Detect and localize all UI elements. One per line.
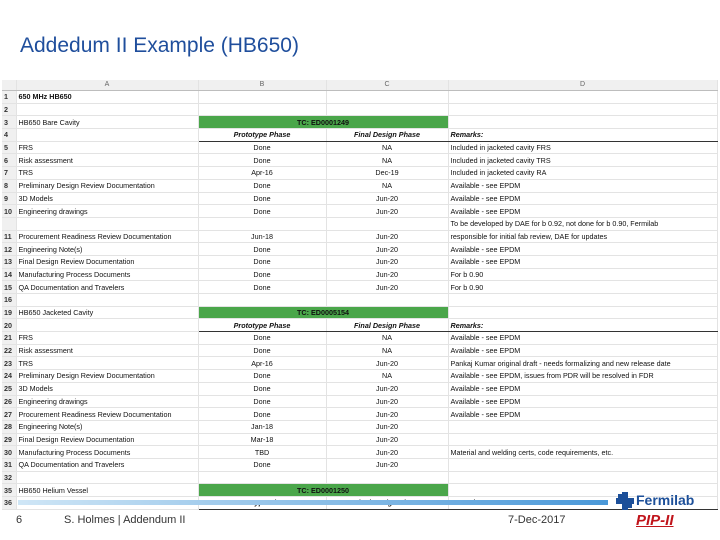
- table-row: [2, 471, 717, 484]
- table-row: [2, 408, 717, 421]
- cell-prototype[interactable]: Apr-16: [198, 357, 326, 370]
- footer-author: S. Holmes | Addendum II: [64, 514, 186, 526]
- cell-final[interactable]: Final Design Phase: [326, 319, 448, 332]
- cell-final[interactable]: [326, 471, 448, 484]
- cell-prototype[interactable]: Done: [198, 281, 326, 294]
- table-row: [2, 167, 717, 180]
- row-number[interactable]: 22: [2, 344, 16, 357]
- cell-remarks[interactable]: Available - see EPDM: [448, 382, 717, 395]
- cell-item[interactable]: QA Documentation and Travelers: [16, 281, 198, 294]
- cell-prototype[interactable]: TC: ED0001250: [198, 484, 448, 497]
- cell-item[interactable]: Engineering Note(s): [16, 420, 198, 433]
- cell-remarks[interactable]: [448, 116, 717, 129]
- table-row: [2, 129, 717, 142]
- table-row: [2, 357, 717, 370]
- cell-prototype[interactable]: Done: [198, 344, 326, 357]
- cell-prototype[interactable]: Done: [198, 395, 326, 408]
- cell-remarks[interactable]: Remarks:: [448, 319, 717, 332]
- cell-remarks[interactable]: [448, 420, 717, 433]
- cell-remarks[interactable]: Available - see EPDM: [448, 408, 717, 421]
- cell-remarks[interactable]: [448, 433, 717, 446]
- table-row: [2, 179, 717, 192]
- cell-prototype[interactable]: Done: [198, 458, 326, 471]
- cell-remarks[interactable]: Available - see EPDM: [448, 395, 717, 408]
- cell-item[interactable]: [16, 103, 198, 116]
- cell-final[interactable]: Jun-20: [326, 243, 448, 256]
- column-header-d[interactable]: D: [448, 80, 717, 91]
- row-number[interactable]: 7: [2, 167, 16, 180]
- table-row: [2, 319, 717, 332]
- row-number[interactable]: 13: [2, 255, 16, 268]
- cell-remarks[interactable]: Available - see EPDM: [448, 344, 717, 357]
- cell-final[interactable]: Jun-20: [326, 382, 448, 395]
- row-number[interactable]: 15: [2, 281, 16, 294]
- cell-item[interactable]: Risk assessment: [16, 154, 198, 167]
- row-number[interactable]: 31: [2, 458, 16, 471]
- table-row: [2, 344, 717, 357]
- cell-final[interactable]: NA: [326, 370, 448, 383]
- fermilab-logo: [616, 490, 716, 512]
- cell-remarks[interactable]: responsible for initial fab review, DAE for updates: [448, 230, 717, 243]
- row-number[interactable]: 30: [2, 446, 16, 459]
- row-number[interactable]: 1: [2, 91, 16, 104]
- table-row: [2, 116, 717, 129]
- cell-item[interactable]: Manufacturing Process Documents: [16, 446, 198, 459]
- cell-final[interactable]: NA: [326, 179, 448, 192]
- row-number[interactable]: 14: [2, 268, 16, 281]
- table-row: [2, 205, 717, 218]
- cell-prototype[interactable]: Done: [198, 408, 326, 421]
- cell-final[interactable]: [326, 103, 448, 116]
- row-number[interactable]: 32: [2, 471, 16, 484]
- cell-item[interactable]: Engineering drawings: [16, 205, 198, 218]
- table-row: [2, 268, 717, 281]
- cell-prototype[interactable]: TC: ED0001249: [198, 116, 448, 129]
- cell-final[interactable]: Jun-20: [326, 408, 448, 421]
- cell-prototype[interactable]: Done: [198, 268, 326, 281]
- table-row: [2, 458, 717, 471]
- cell-item[interactable]: Preliminary Design Review Documentation: [16, 179, 198, 192]
- cell-prototype[interactable]: [198, 294, 326, 307]
- cell-remarks[interactable]: [448, 471, 717, 484]
- row-number[interactable]: 16: [2, 294, 16, 307]
- cell-final[interactable]: [326, 91, 448, 104]
- table-row: [2, 217, 717, 230]
- cell-final[interactable]: [326, 217, 448, 230]
- cell-remarks[interactable]: For b 0.90: [448, 268, 717, 281]
- cell-prototype[interactable]: [198, 217, 326, 230]
- cell-remarks[interactable]: [448, 103, 717, 116]
- page-number: 6: [16, 514, 23, 526]
- cell-final[interactable]: Jun-20: [326, 433, 448, 446]
- row-number[interactable]: 4: [2, 129, 16, 142]
- row-number[interactable]: [2, 217, 16, 230]
- cell-item[interactable]: [16, 217, 198, 230]
- row-number[interactable]: 12: [2, 243, 16, 256]
- cell-item[interactable]: [16, 294, 198, 307]
- cell-remarks[interactable]: [448, 294, 717, 307]
- cell-prototype[interactable]: Done: [198, 205, 326, 218]
- cell-prototype[interactable]: Jun-18: [198, 230, 326, 243]
- table-row: [2, 370, 717, 383]
- row-number[interactable]: 8: [2, 179, 16, 192]
- fermilab-logo-icon: [616, 492, 634, 510]
- cell-remarks[interactable]: [448, 458, 717, 471]
- table-row: [2, 103, 717, 116]
- cell-prototype[interactable]: Done: [198, 192, 326, 205]
- row-number[interactable]: 20: [2, 319, 16, 332]
- cell-item[interactable]: Engineering drawings: [16, 395, 198, 408]
- cell-prototype[interactable]: Done: [198, 370, 326, 383]
- cell-final[interactable]: [326, 294, 448, 307]
- spreadsheet-body: [2, 91, 717, 510]
- row-number[interactable]: 24: [2, 370, 16, 383]
- row-number[interactable]: 5: [2, 141, 16, 154]
- row-number[interactable]: 26: [2, 395, 16, 408]
- cell-final[interactable]: Jun-20: [326, 268, 448, 281]
- cell-remarks[interactable]: Available - see EPDM: [448, 332, 717, 345]
- cell-item[interactable]: Final Design Review Documentation: [16, 433, 198, 446]
- cell-item[interactable]: Procurement Readiness Review Documentation: [16, 230, 198, 243]
- cell-item[interactable]: HB650 Helium Vessel: [16, 484, 198, 497]
- row-number[interactable]: 11: [2, 230, 16, 243]
- cell-prototype[interactable]: [198, 471, 326, 484]
- cell-item[interactable]: Final Design Review Documentation: [16, 255, 198, 268]
- cell-final[interactable]: Dec-19: [326, 167, 448, 180]
- table-row: [2, 192, 717, 205]
- column-header-row: [2, 80, 717, 91]
- cell-final[interactable]: Jun-20: [326, 192, 448, 205]
- table-row: [2, 446, 717, 459]
- cell-item[interactable]: TRS: [16, 357, 198, 370]
- cell-item[interactable]: [16, 129, 198, 142]
- row-number[interactable]: 35: [2, 484, 16, 497]
- cell-prototype[interactable]: Done: [198, 332, 326, 345]
- cell-prototype[interactable]: TBD: [198, 446, 326, 459]
- table-row: [2, 484, 717, 497]
- row-number[interactable]: 21: [2, 332, 16, 345]
- cell-final[interactable]: Jun-20: [326, 395, 448, 408]
- cell-remarks[interactable]: Included in jacketed cavity RA: [448, 167, 717, 180]
- row-number[interactable]: 25: [2, 382, 16, 395]
- row-number[interactable]: 19: [2, 306, 16, 319]
- row-number[interactable]: 28: [2, 420, 16, 433]
- table-row: [2, 306, 717, 319]
- cell-item[interactable]: [16, 471, 198, 484]
- cell-prototype[interactable]: Done: [198, 382, 326, 395]
- row-number[interactable]: 36: [2, 497, 16, 510]
- table-row: [2, 141, 717, 154]
- cell-final[interactable]: Final Design Phase: [326, 129, 448, 142]
- table-row: [2, 91, 717, 104]
- column-header-c[interactable]: C: [326, 80, 448, 91]
- table-row: [2, 255, 717, 268]
- cell-item[interactable]: 3D Models: [16, 192, 198, 205]
- table-row: [2, 332, 717, 345]
- cell-remarks[interactable]: [448, 91, 717, 104]
- cell-item[interactable]: HB650 Bare Cavity: [16, 116, 198, 129]
- cell-item[interactable]: TRS: [16, 167, 198, 180]
- table-row: [2, 433, 717, 446]
- cell-final[interactable]: NA: [326, 332, 448, 345]
- table-row: [2, 243, 717, 256]
- cell-remarks[interactable]: Available - see EPDM: [448, 192, 717, 205]
- cell-remarks[interactable]: Available - see EPDM: [448, 179, 717, 192]
- row-number[interactable]: 29: [2, 433, 16, 446]
- fermilab-logo-text: Fermilab: [636, 492, 695, 508]
- cell-item[interactable]: [16, 319, 198, 332]
- cell-final[interactable]: Jun-20: [326, 281, 448, 294]
- cell-remarks[interactable]: Pankaj Kumar original draft - needs formalizing and new release date: [448, 357, 717, 370]
- pip-ii-logo: PIP-II: [636, 512, 674, 529]
- row-number[interactable]: 9: [2, 192, 16, 205]
- cell-remarks[interactable]: Available - see EPDM: [448, 255, 717, 268]
- footer-date: 7-Dec-2017: [508, 514, 566, 526]
- cell-final[interactable]: Jun-20: [326, 205, 448, 218]
- cell-item[interactable]: HB650 Jacketed Cavity: [16, 306, 198, 319]
- cell-prototype[interactable]: Done: [198, 243, 326, 256]
- cell-prototype[interactable]: Done: [198, 154, 326, 167]
- cell-prototype[interactable]: [198, 103, 326, 116]
- row-number[interactable]: 6: [2, 154, 16, 167]
- cell-remarks[interactable]: Available - see EPDM, issues from PDR will be resolved in FDR: [448, 370, 717, 383]
- table-row: [2, 281, 717, 294]
- cell-item[interactable]: Manufacturing Process Documents: [16, 268, 198, 281]
- cell-remarks[interactable]: Material and welding certs, code requirements, etc.: [448, 446, 717, 459]
- corner-cell[interactable]: [2, 80, 16, 91]
- row-number[interactable]: 3: [2, 116, 16, 129]
- cell-remarks[interactable]: Included in jacketed cavity TRS: [448, 154, 717, 167]
- cell-final[interactable]: Jun-20: [326, 420, 448, 433]
- cell-final[interactable]: NA: [326, 141, 448, 154]
- cell-remarks[interactable]: Available - see EPDM: [448, 205, 717, 218]
- cell-final[interactable]: Jun-20: [326, 357, 448, 370]
- cell-remarks[interactable]: [448, 306, 717, 319]
- cell-prototype[interactable]: Jan-18: [198, 420, 326, 433]
- cell-prototype[interactable]: Mar-18: [198, 433, 326, 446]
- table-row: [2, 382, 717, 395]
- column-header-a[interactable]: A: [16, 80, 198, 91]
- cell-prototype[interactable]: Prototype Phase: [198, 129, 326, 142]
- spreadsheet-table: [2, 80, 718, 510]
- footer-divider: [18, 500, 608, 505]
- slide-title: Addedum II Example (HB650): [20, 34, 299, 57]
- table-row: [2, 395, 717, 408]
- cell-final[interactable]: Jun-20: [326, 255, 448, 268]
- row-number[interactable]: 27: [2, 408, 16, 421]
- cell-item[interactable]: 3D Models: [16, 382, 198, 395]
- cell-prototype[interactable]: [198, 91, 326, 104]
- cell-remarks[interactable]: For b 0.90: [448, 281, 717, 294]
- row-number[interactable]: 10: [2, 205, 16, 218]
- cell-remarks[interactable]: Available - see EPDM: [448, 243, 717, 256]
- cell-prototype[interactable]: Prototype Phase: [198, 319, 326, 332]
- cell-remarks[interactable]: To be developed by DAE for b 0.92, not done for b 0.90, Fermilab: [448, 217, 717, 230]
- column-header-b[interactable]: B: [198, 80, 326, 91]
- table-row: [2, 230, 717, 243]
- cell-item[interactable]: Risk assessment: [16, 344, 198, 357]
- cell-item[interactable]: FRS: [16, 141, 198, 154]
- cell-item[interactable]: Engineering Note(s): [16, 243, 198, 256]
- row-number[interactable]: 2: [2, 103, 16, 116]
- cell-final[interactable]: Jun-20: [326, 458, 448, 471]
- cell-item[interactable]: Procurement Readiness Review Documentation: [16, 408, 198, 421]
- cell-prototype[interactable]: Done: [198, 179, 326, 192]
- cell-prototype[interactable]: TC: ED0005154: [198, 306, 448, 319]
- cell-item[interactable]: 650 MHz HB650: [16, 91, 198, 104]
- cell-item[interactable]: FRS: [16, 332, 198, 345]
- cell-final[interactable]: Jun-20: [326, 230, 448, 243]
- row-number[interactable]: 23: [2, 357, 16, 370]
- cell-remarks[interactable]: Remarks:: [448, 129, 717, 142]
- spreadsheet: [2, 80, 717, 508]
- cell-prototype[interactable]: Done: [198, 141, 326, 154]
- table-row: [2, 154, 717, 167]
- table-row: [2, 420, 717, 433]
- cell-final[interactable]: NA: [326, 344, 448, 357]
- cell-item[interactable]: QA Documentation and Travelers: [16, 458, 198, 471]
- cell-prototype[interactable]: Apr-16: [198, 167, 326, 180]
- cell-final[interactable]: Jun-20: [326, 446, 448, 459]
- table-row: [2, 294, 717, 307]
- cell-prototype[interactable]: Done: [198, 255, 326, 268]
- cell-remarks[interactable]: Included in jacketed cavity FRS: [448, 141, 717, 154]
- cell-item[interactable]: Preliminary Design Review Documentation: [16, 370, 198, 383]
- cell-final[interactable]: NA: [326, 154, 448, 167]
